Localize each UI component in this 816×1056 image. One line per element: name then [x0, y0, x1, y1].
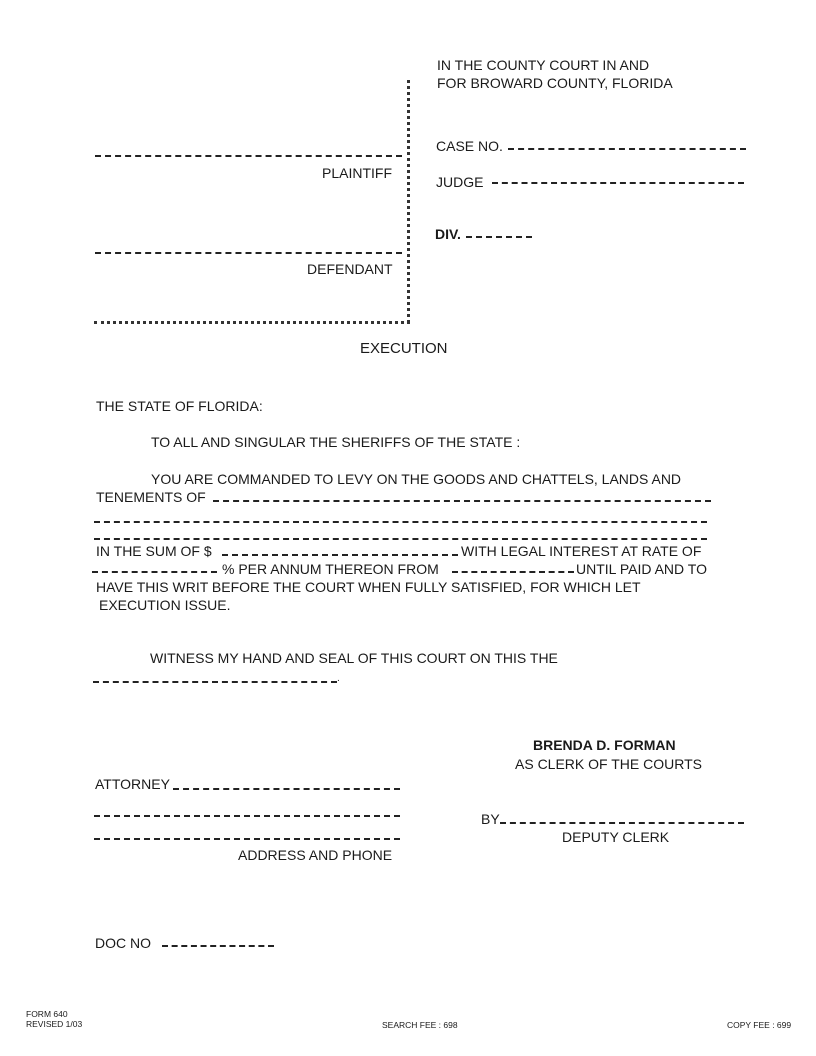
witness-period: .	[337, 673, 340, 684]
sum-label: IN THE SUM OF $	[96, 543, 212, 559]
interest-label: WITH LEGAL INTEREST AT RATE OF	[461, 543, 702, 559]
copy-fee: COPY FEE : 699	[727, 1020, 792, 1030]
doc-no-field[interactable]	[162, 945, 274, 949]
document-title: EXECUTION	[360, 340, 448, 357]
attorney-name-field[interactable]	[173, 788, 400, 792]
caption-divider-horizontal	[94, 321, 410, 324]
tenements-field-1[interactable]	[213, 500, 711, 504]
case-no-field[interactable]	[508, 148, 746, 152]
search-fee: SEARCH FEE : 698	[382, 1020, 458, 1030]
tenements-field-2[interactable]	[94, 521, 707, 523]
to-all-sheriffs: TO ALL AND SINGULAR THE SHERIFFS OF THE STATE :	[151, 434, 521, 450]
judge-label: JUDGE	[436, 174, 484, 190]
plaintiff-label: PLAINTIFF	[322, 165, 393, 181]
deputy-clerk-signature-field[interactable]	[500, 822, 744, 826]
issue-line: EXECUTION ISSUE.	[99, 597, 231, 613]
defendant-label: DEFENDANT	[307, 261, 393, 277]
command-line-1: YOU ARE COMMANDED TO LEVY ON THE GOODS AND CHATTELS, LANDS AND	[151, 471, 682, 487]
rate-field[interactable]	[92, 571, 217, 575]
from-date-field[interactable]	[452, 571, 574, 575]
tenements-label: TENEMENTS OF	[96, 489, 206, 505]
div-label: DIV.	[435, 226, 461, 242]
witness-date-field[interactable]	[93, 681, 337, 685]
case-no-label: CASE NO.	[436, 138, 503, 154]
clerk-title: AS CLERK OF THE COURTS	[515, 756, 702, 772]
form-number: FORM 640	[26, 1009, 68, 1019]
court-header-line2: FOR BROWARD COUNTY, FLORIDA	[437, 75, 673, 91]
court-header-line1: IN THE COUNTY COURT IN AND	[437, 57, 650, 73]
caption-divider-vertical	[407, 80, 410, 323]
sum-field[interactable]	[222, 554, 458, 558]
plaintiff-field[interactable]	[95, 155, 402, 159]
until-label: UNTIL PAID AND TO	[576, 561, 707, 577]
clerk-name: BRENDA D. FORMAN	[533, 737, 676, 753]
form-revised: REVISED 1/03	[26, 1019, 83, 1029]
judge-field[interactable]	[492, 182, 744, 186]
attorney-label: ATTORNEY	[95, 776, 170, 792]
per-annum-label: % PER ANNUM THEREON FROM	[222, 561, 439, 577]
div-field[interactable]	[466, 236, 532, 240]
attorney-address-field-1[interactable]	[94, 815, 400, 819]
witness-line: WITNESS MY HAND AND SEAL OF THIS COURT ON THIS THE	[150, 650, 558, 666]
deputy-clerk-label: DEPUTY CLERK	[562, 829, 670, 845]
tenements-field-3[interactable]	[94, 538, 707, 540]
address-and-phone-label: ADDRESS AND PHONE	[238, 847, 393, 863]
doc-no-label: DOC NO	[95, 935, 151, 951]
attorney-address-field-2[interactable]	[94, 838, 400, 842]
by-label: BY	[481, 811, 500, 827]
writ-line: HAVE THIS WRIT BEFORE THE COURT WHEN FULLY SATISFIED, FOR WHICH LET	[96, 579, 641, 595]
defendant-field[interactable]	[95, 252, 402, 256]
salutation: THE STATE OF FLORIDA:	[96, 398, 263, 414]
